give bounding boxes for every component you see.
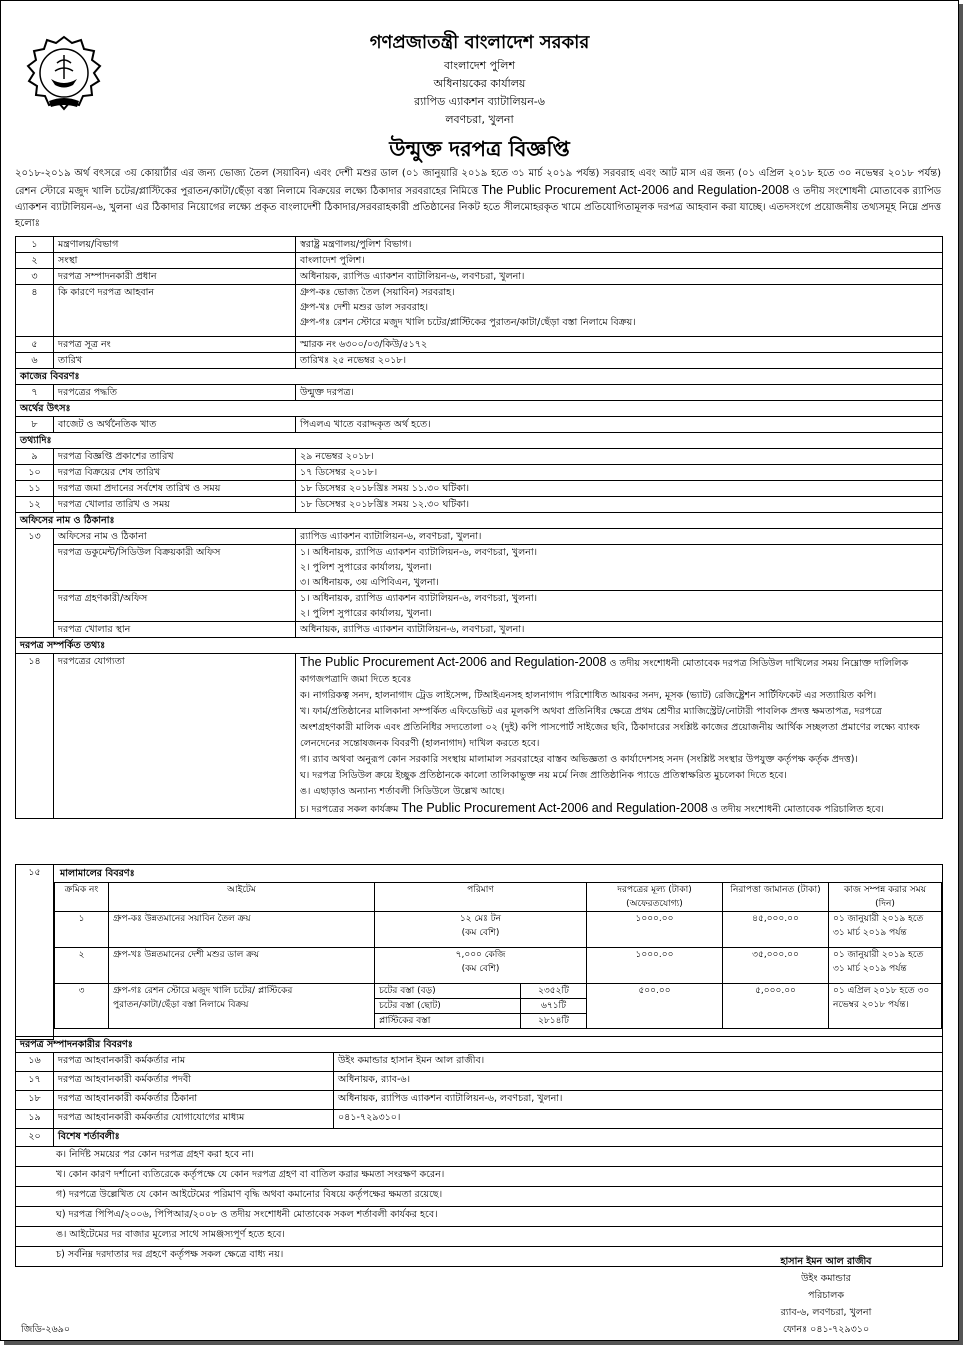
- row-label: দরপত্র গ্রহণকারী/অফিস: [54, 591, 296, 622]
- signatory-role: পরিচালক: [808, 1290, 844, 1301]
- row-label: দরপত্র জমা প্রদানের সর্বশেষ তারিখ ও সময়: [54, 481, 296, 497]
- row-value: স্বরাষ্ট্র মন্ত্রণালয়/পুলিশ বিভাগ।: [296, 237, 943, 253]
- header-qty: পরিমাণ: [375, 883, 587, 912]
- condition-item: ঙ। আইটেমের দর বাজার মূল্যের সাথে সামঞ্জস্যপূর্ণ হতে হবে।: [16, 1227, 943, 1247]
- battalion-name: র‍্যাপিড এ্যাকশন ব্যাটালিয়ন-৬: [414, 95, 545, 108]
- row-label: অফিসের নাম ও ঠিকানা: [54, 529, 296, 545]
- row-label: দরপত্র বিজ্ঞপ্তি প্রকাশের তারিখ: [54, 449, 296, 465]
- table-row: [16, 449, 943, 465]
- cha-pre: চ। দরপত্রের সকল কার্যক্রম: [300, 804, 399, 815]
- signatory-address: র‍্যাব-৬, লবণচরা, খুলনা: [780, 1307, 872, 1318]
- row-value: ১৮ ডিসেম্বর ২০১৮খ্রিঃ সময় ১১.৩০ ঘটিকা।: [296, 481, 943, 497]
- condition-item: চ) সর্বনিম্ন দরদাতার দর গ্রহণে কর্তৃপক্ষ সকল ক্ষেত্রে বাধ্য নয়।: [16, 1247, 943, 1267]
- row-label: দরপত্র আহবানকারী কর্মকর্তার নাম: [54, 1053, 334, 1072]
- signatory-phone: ফোনঃ ০৪১-৭২৯৩১০: [782, 1324, 870, 1335]
- header-security: নিরাপত্তা জামানত (টাকা): [723, 883, 829, 912]
- table-row: [16, 385, 943, 401]
- table-row: [16, 1110, 943, 1129]
- row-number: ১২: [16, 497, 54, 513]
- row-value: বাংলাদেশ পুলিশ।: [296, 253, 943, 269]
- item-security: ৩৫,০০০.০০: [723, 948, 829, 984]
- intro-act: The Public Procurement Act-2006 and Regulation-2008: [481, 183, 790, 197]
- eligibility-gha: ঘ। দরপত্র সিডিউল ক্রয়ে ইচ্ছুক প্রতিষ্ঠানকে কালো তালিকাভুক্ত নয় মর্মে নিজ প্রাতিষ্ঠানিক প্যাডে প্রতিস্বাক্ষরিত মুচলেকা দিতে হবে।: [300, 770, 787, 781]
- item-time: [829, 984, 942, 1029]
- header-price: দরপত্রের মূল্য (টাকা) (অফেরতযোগ্য): [587, 883, 723, 912]
- item-time: [829, 912, 942, 948]
- sack-type: চটের বস্তা (ছোট): [375, 999, 521, 1014]
- eligibility-uma: ঙ। এছাড়াও অন্যান্য শর্তাবলী সিডিউলে উল্লেখ আছে।: [300, 786, 505, 797]
- time-to: নভেম্বর ২০১৮ পর্যন্ত।: [833, 1000, 909, 1010]
- signatory-name: হাসান ইমন আল রাজীব: [780, 1256, 872, 1267]
- item-price: ১০০০.০০: [587, 948, 723, 984]
- time-to: ৩১ মার্চ ২০১৯ পর্যন্ত: [833, 928, 907, 938]
- item-row: [55, 984, 942, 999]
- item-time: [829, 948, 942, 984]
- item-name-2: পুরাতন/কাটা/ছেঁড়া বস্তা নিলামে বিক্রয়: [113, 1000, 249, 1010]
- table-row: [16, 1072, 943, 1091]
- row-number: ২: [16, 253, 54, 269]
- cha-post: ও তদীয় সংশোধনী মোতাবেক পরিচালিত হবে।: [710, 804, 884, 815]
- header-sl: ক্রমিক নং: [55, 883, 109, 912]
- row-number: ৫: [16, 337, 54, 353]
- item-name: গ্রুপ-খঃ উন্নতমানের দেশী মশুর ডাল ক্রয়: [109, 948, 375, 984]
- section-heading: দরপত্র সম্পর্কিত তথ্যঃ: [16, 638, 943, 654]
- eligibility-intro: [300, 654, 938, 688]
- signatory-rank: উইং কমান্ডার: [801, 1273, 851, 1284]
- row-value: পিএলএ খাতে বরাদ্দকৃত অর্থ হতে।: [296, 417, 943, 433]
- condition-row: [16, 1167, 943, 1187]
- condition-item: খ। কোন কারণ দর্শানো ব্যতিরেকে কর্তৃপক্ষে যে কোন দরপত্র গ্রহণ বা বাতিল করার ক্ষমতা সংরক্ষণ করেন।: [16, 1167, 943, 1187]
- eligibility-kha: খ। ফার্ম/প্রতিষ্ঠানের মালিকানা সম্পর্কিত এফিডেভিট এর মূলকপি অথবা প্রতিনিধির ক্ষেত্রে প্রথম শ্রেণীর ম্যাজিস্ট্রেট/নোটারী পাবলিক প্রদত্ত ক্ষমতাপত্র, দরপত্রে অংশগ্রহণকারী মালিক এবং প্রতিনিধির সদ্যতোলা ০২ (দুই) কপি পাসপোর্ট সাইজের ছবি, ঠিকাদারের সংশ্লিষ্ট কাজের প্রয়োজনীয় আর্থিক সচ্ছলতা প্রমাণের লক্ষ্যে ব্যাংক লেনদেনের সন্তোষজনক বিবরণী (হালনাগাদ) দাখিল করতে হবে।: [300, 706, 920, 749]
- item-name: [109, 984, 375, 1029]
- row-number: ১: [16, 237, 54, 253]
- item-name: গ্রুপ-কঃ উন্নতমানের সয়াবিন তৈল ক্রয়: [109, 912, 375, 948]
- item-sl: ২: [55, 948, 109, 984]
- row-label: দরপত্র সূত্র নং: [54, 337, 296, 353]
- table-row: [16, 253, 943, 269]
- table-row: [16, 545, 943, 591]
- row-value: ২৯ নভেম্বর ২০১৮।: [296, 449, 943, 465]
- officer-table: [15, 1036, 943, 1267]
- row-number: ১৫: [16, 865, 54, 1040]
- condition-row: [16, 1187, 943, 1207]
- row-label: দরপত্র ডকুমেন্ট/সিডিউল বিক্রয়কারী অফিস: [54, 545, 296, 591]
- section-heading: অর্থের উৎসঃ: [16, 401, 943, 417]
- row-label: দরপত্র আহবানকারী কর্মকর্তার যোগাযোগের মাধ্যম: [54, 1110, 334, 1129]
- header-time: কাজ সম্পন্ন করার সময় (দিন): [829, 883, 942, 912]
- condition-item: গ) দরপত্রে উল্লেখিত যে কোন আইটেমের পরিমাণ বৃদ্ধি অথবা কমানোর বিষয়ে কর্তৃপক্ষের ক্ষমতা রয়েছে।: [16, 1187, 943, 1207]
- header-item: আইটেম: [109, 883, 375, 912]
- intro-text-2: ও তদীয় সংশোধনী মোতাবেক র‍্যাপিড এ্যাকশন ব্যাটালিয়ন-৬, খুলনা এর ঠিকাদার নিয়োগের লক্ষ্যে প্রকৃত বাংলাদেশী ঠিকাদার/সরবরাহকারী প্রতিষ্ঠানের নিকট হতে সীলমোহরকৃত খামে প্রতিযোগিতামূলক দরপত্র আহবান করা যাচ্ছে। এতদসংগে প্রয়োজনীয় তথ্যসমূহ নিম্নে প্রদত্ত হলোঃ: [15, 186, 941, 229]
- time-from: ০১ এপ্রিল ২০১৮ হতে ৩০: [833, 986, 930, 996]
- row-value: র‍্যাপিড এ্যাকশন ব্যাটালিয়ন-৬, লবণচরা, খুলনা।: [296, 529, 943, 545]
- row-number: ১৮: [16, 1091, 54, 1110]
- row-number: ৯: [16, 449, 54, 465]
- sack-type: প্লাস্টিকের বস্তা: [375, 1014, 521, 1029]
- table-row: [16, 237, 943, 253]
- row-number: ৭: [16, 385, 54, 401]
- condition-row: [16, 1227, 943, 1247]
- item-sl: ১: [55, 912, 109, 948]
- items-table: [15, 864, 943, 1040]
- office-name: অধিনায়কের কার্যালয়: [433, 77, 526, 90]
- items-label: মালামালের বিবরণঃ: [60, 868, 135, 879]
- condition-item: ঘ) দরপত্র পিপিএ/২০০৬, পিপিআর/২০০৮ ও তদীয় সংশোধনী মোতাবেক সকল শর্তাবলী কার্যকর হবে।: [16, 1207, 943, 1227]
- row-value: অধিনায়ক, র‍্যাপিড এ্যাকশন ব্যাটালিয়ন-৬, লবণচরা, খুলনা।: [334, 1091, 943, 1110]
- office-1: ১। অধিনায়ক, র‍্যাপিড এ্যাকশন ব্যাটালিয়ন-৬, লবণচরা, খুলনা।: [300, 547, 537, 558]
- row-label: দরপত্র আহবানকারী কর্মকর্তার পদবী: [54, 1072, 334, 1091]
- row-number: ৮: [16, 417, 54, 433]
- eligibility-intro-text: ও তদীয় সংশোধনী মোতাবেক দরপত্র সিডিউল দাখিলের সময় নিম্নোক্ত দালিলিক কাগজপত্রাদি জমা দিতে হবেঃ: [300, 658, 909, 685]
- table-row: [16, 591, 943, 622]
- row-label: সংস্থা: [54, 253, 296, 269]
- row-number: ৪: [16, 285, 54, 337]
- row-value: [296, 285, 943, 337]
- table-row: [16, 865, 943, 1040]
- government-title: গণপ্রজাতন্ত্রী বাংলাদেশ সরকার: [369, 32, 590, 53]
- condition-row: [16, 1207, 943, 1227]
- eligibility-cha: [300, 800, 938, 818]
- condition-row: [16, 1147, 943, 1167]
- row-number: ১৯: [16, 1110, 54, 1129]
- table-row: [16, 465, 943, 481]
- department-name: বাংলাদেশ পুলিশ: [444, 59, 515, 72]
- row-number: ৩: [16, 269, 54, 285]
- table-row: [16, 337, 943, 353]
- office-2: ২। পুলিশ সুপারের কার্যালয়, খুলনা।: [300, 608, 432, 619]
- act-name: The Public Procurement Act-2006 and Regulation-2008: [401, 801, 708, 815]
- sack-count: ৬৭১টি: [521, 999, 587, 1014]
- table-row: [16, 417, 943, 433]
- table-row: [16, 1053, 943, 1072]
- row-number: ১৩: [16, 529, 54, 638]
- signature-block: [716, 1253, 936, 1338]
- qty-note: (কম বেশি): [461, 928, 500, 938]
- row-label: বাজেট ও অর্থনৈতিক খাত: [54, 417, 296, 433]
- row-number: ৬: [16, 353, 54, 369]
- tender-info-table: [15, 236, 943, 819]
- table-row: [16, 269, 943, 285]
- row-value: অধিনায়ক, র‍্যাব-৬।: [334, 1072, 943, 1091]
- row-value: উন্মুক্ত দরপত্র।: [296, 385, 943, 401]
- table-row: [16, 497, 943, 513]
- row-number: ১৭: [16, 1072, 54, 1091]
- item-row: [55, 948, 942, 984]
- items-cell: [54, 865, 943, 1040]
- table-row: [16, 622, 943, 638]
- row-number: ১১: [16, 481, 54, 497]
- qty-value: ১২ মেঃ টন: [459, 914, 502, 924]
- table-row: [16, 654, 943, 819]
- table-row: [16, 481, 943, 497]
- item-qty: [375, 912, 587, 948]
- item-row: [55, 912, 942, 948]
- row-label: দরপত্র আহবানকারী কর্মকর্তার ঠিকানা: [54, 1091, 334, 1110]
- qty-value: ৭,০০০ কেজি: [455, 950, 506, 960]
- table-row: [16, 529, 943, 545]
- sack-type: চটের বস্তা (বড়): [375, 984, 521, 999]
- row-label: দরপত্র খোলার স্থান: [54, 622, 296, 638]
- row-label: দরপত্রের যোগ্যতা: [54, 654, 296, 819]
- office-1: ১। অধিনায়ক, র‍্যাপিড এ্যাকশন ব্যাটালিয়ন-৬, লবণচরা, খুলনা।: [300, 593, 537, 604]
- group-ga: গ্রুপ-গঃ রেশন স্টোরে মজুদ খালি চটের/প্লাস্টিকের পুরাতন/কাটা/ছেঁড়া বস্তা নিলামে বিক্রয়।: [300, 317, 636, 328]
- row-value: অধিনায়ক, র‍্যাপিড এ্যাকশন ব্যাটালিয়ন-৬, লবণচরা, খুলনা।: [296, 622, 943, 638]
- table-row: [16, 353, 943, 369]
- row-value: অধিনায়ক, র‍্যাপিড এ্যাকশন ব্যাটালিয়ন-৬, লবণচরা, খুলনা।: [296, 269, 943, 285]
- item-security: ৪৫,০০০.০০: [723, 912, 829, 948]
- item-sl: ৩: [55, 984, 109, 1029]
- item-qty: [375, 948, 587, 984]
- section-heading: দরপত্র সম্পাদনকারীর বিবরণঃ: [16, 1037, 943, 1053]
- row-value: ১৮ ডিসেম্বর ২০১৮খ্রিঃ সময় ১২.৩০ ঘটিকা।: [296, 497, 943, 513]
- qty-note: (কম বেশি): [461, 964, 500, 974]
- group-ka: গ্রুপ-কঃ ভোজ্য তৈল (সয়াবিন) সরবরাহ।: [300, 287, 455, 298]
- time-from: ০১ জানুয়ারী ২০১৯ হতে: [833, 950, 924, 960]
- item-security: ৫,০০০.০০: [723, 984, 829, 1029]
- row-label: দরপত্র বিক্রয়ের শেষ তারিখ: [54, 465, 296, 481]
- time-from: ০১ জানুয়ারী ২০১৯ হতে: [833, 914, 924, 924]
- row-label: দরপত্র খোলার তারিখ ও সময়: [54, 497, 296, 513]
- row-number: ১০: [16, 465, 54, 481]
- intro-text-1: ২০১৮-২০১৯ অর্থ বৎসরে ৩য় কোয়ার্টার এর জন্য ভোজ্য তৈল (সয়াবিন) এবং দেশী মশুর ডাল (০১ জানুয়ারি ২০১৯ হতে ৩১ মার্চ ২০১৯ পর্যন্ত) সরবরাহ এবং আট মাস এর জন্য (০১ এপ্রিল ২০১৮ হতে ৩০ নভেম্বর ২০১৮ পর্যন্ত) রেশন স্টোরে মজুদ খালি চটের/প্লাস্টিকের পুরাতন/কাটা/ছেঁড়া বস্তা নিলামে বিক্রয়ের লক্ষ্যে ঠিকাদার সরবরাহের নিমিত্তে: [15, 168, 941, 197]
- table-row: [16, 1091, 943, 1110]
- office-3: ৩। অধিনায়ক, ৩য় এপিবিএন, খুলনা।: [300, 577, 439, 588]
- location-name: লবণচরা, খুলনা: [445, 113, 514, 126]
- intro-paragraph: [15, 166, 941, 232]
- eligibility-ka: ক। নাগরিকত্ব সনদ, হালনাগাদ ট্রেড লাইসেন্স, টিআইএনসহ হালনাগাদ পরিশোধিত আয়কর সনদ, মূসক (ভ্যাট) রেজিষ্ট্রেশন সার্টিফিকেট এর সত্যায়িত কপি।: [300, 690, 877, 701]
- row-label: দরপত্রের পদ্ধতি: [54, 385, 296, 401]
- item-price: ৫০০.০০: [587, 984, 723, 1029]
- row-label: বিশেষ শর্তাবলীঃ: [54, 1129, 943, 1147]
- row-value: ০৪১-৭২৯৩১০।: [334, 1110, 943, 1129]
- row-label: দরপত্র সম্পাদনকারী প্রধান: [54, 269, 296, 285]
- time-to: ৩১ মার্চ ২০১৯ পর্যন্ত: [833, 964, 907, 974]
- row-value: তারিখঃ ২৫ নভেম্বর ২০১৮।: [296, 353, 943, 369]
- table-row: [16, 1129, 943, 1147]
- items-inner-table: [54, 882, 942, 1029]
- row-number: ২০: [16, 1129, 54, 1147]
- condition-item: ক। নির্দিষ্ট সময়ের পর কোন দরপত্র গ্রহণ করা হবে না।: [16, 1147, 943, 1167]
- row-value: [296, 545, 943, 591]
- notice-title: উন্মুক্ত দরপত্র বিজ্ঞপ্তি: [389, 137, 570, 161]
- sack-count: ২৩৫২টি: [521, 984, 587, 999]
- items-header-row: [55, 883, 942, 912]
- row-number: ১৪: [16, 654, 54, 819]
- group-kha: গ্রুপ-খঃ দেশী মশুর ডাল সরবরাহ।: [300, 302, 429, 313]
- eligibility-ga: গ। র‍্যাব অথবা অনুরূপ কোন সরকারি সংস্থায় মালামাল সরবরাহের বাস্তব অভিজ্ঞতা ও কার্যাদেশসহ সনদ (সংশ্লিষ্ট সংস্থার উপযুক্ত কর্তৃপক্ষ কর্তৃক প্রদত্ত)।: [300, 754, 858, 765]
- item-name-1: গ্রুপ-গঃ রেশন স্টোরে মজুদ খালি চটের/ প্লাস্টিকের: [113, 986, 293, 996]
- row-value: [296, 654, 943, 819]
- office-2: ২। পুলিশ সুপারের কার্যালয়, খুলনা।: [300, 562, 432, 573]
- section-heading: তথ্যাদিঃ: [16, 433, 943, 449]
- row-label: কি কারণে দরপত্র আহবান: [54, 285, 296, 337]
- item-price: ১০০০.০০: [587, 912, 723, 948]
- table-row: [16, 285, 943, 337]
- row-value: স্মারক নং ৬৩০০/০৩/কিউ/৫১৭২: [296, 337, 943, 353]
- section-heading: কাজের বিবরণঃ: [16, 369, 943, 385]
- row-number: ১৬: [16, 1053, 54, 1072]
- gd-number: জিডি-২৬৯০: [21, 1324, 71, 1335]
- row-value: [296, 591, 943, 622]
- row-label: মন্ত্রণালয়/বিভাগ: [54, 237, 296, 253]
- act-name: The Public Procurement Act-2006 and Regulation-2008: [300, 655, 607, 669]
- sack-count: ২৮১৪টি: [521, 1014, 587, 1029]
- row-value: ১৭ ডিসেম্বর ২০১৮।: [296, 465, 943, 481]
- row-value: উইং কমান্ডার হাসান ইমন আল রাজীব।: [334, 1053, 943, 1072]
- row-label: তারিখ: [54, 353, 296, 369]
- section-heading: অফিসের নাম ও ঠিকানাঃ: [16, 513, 943, 529]
